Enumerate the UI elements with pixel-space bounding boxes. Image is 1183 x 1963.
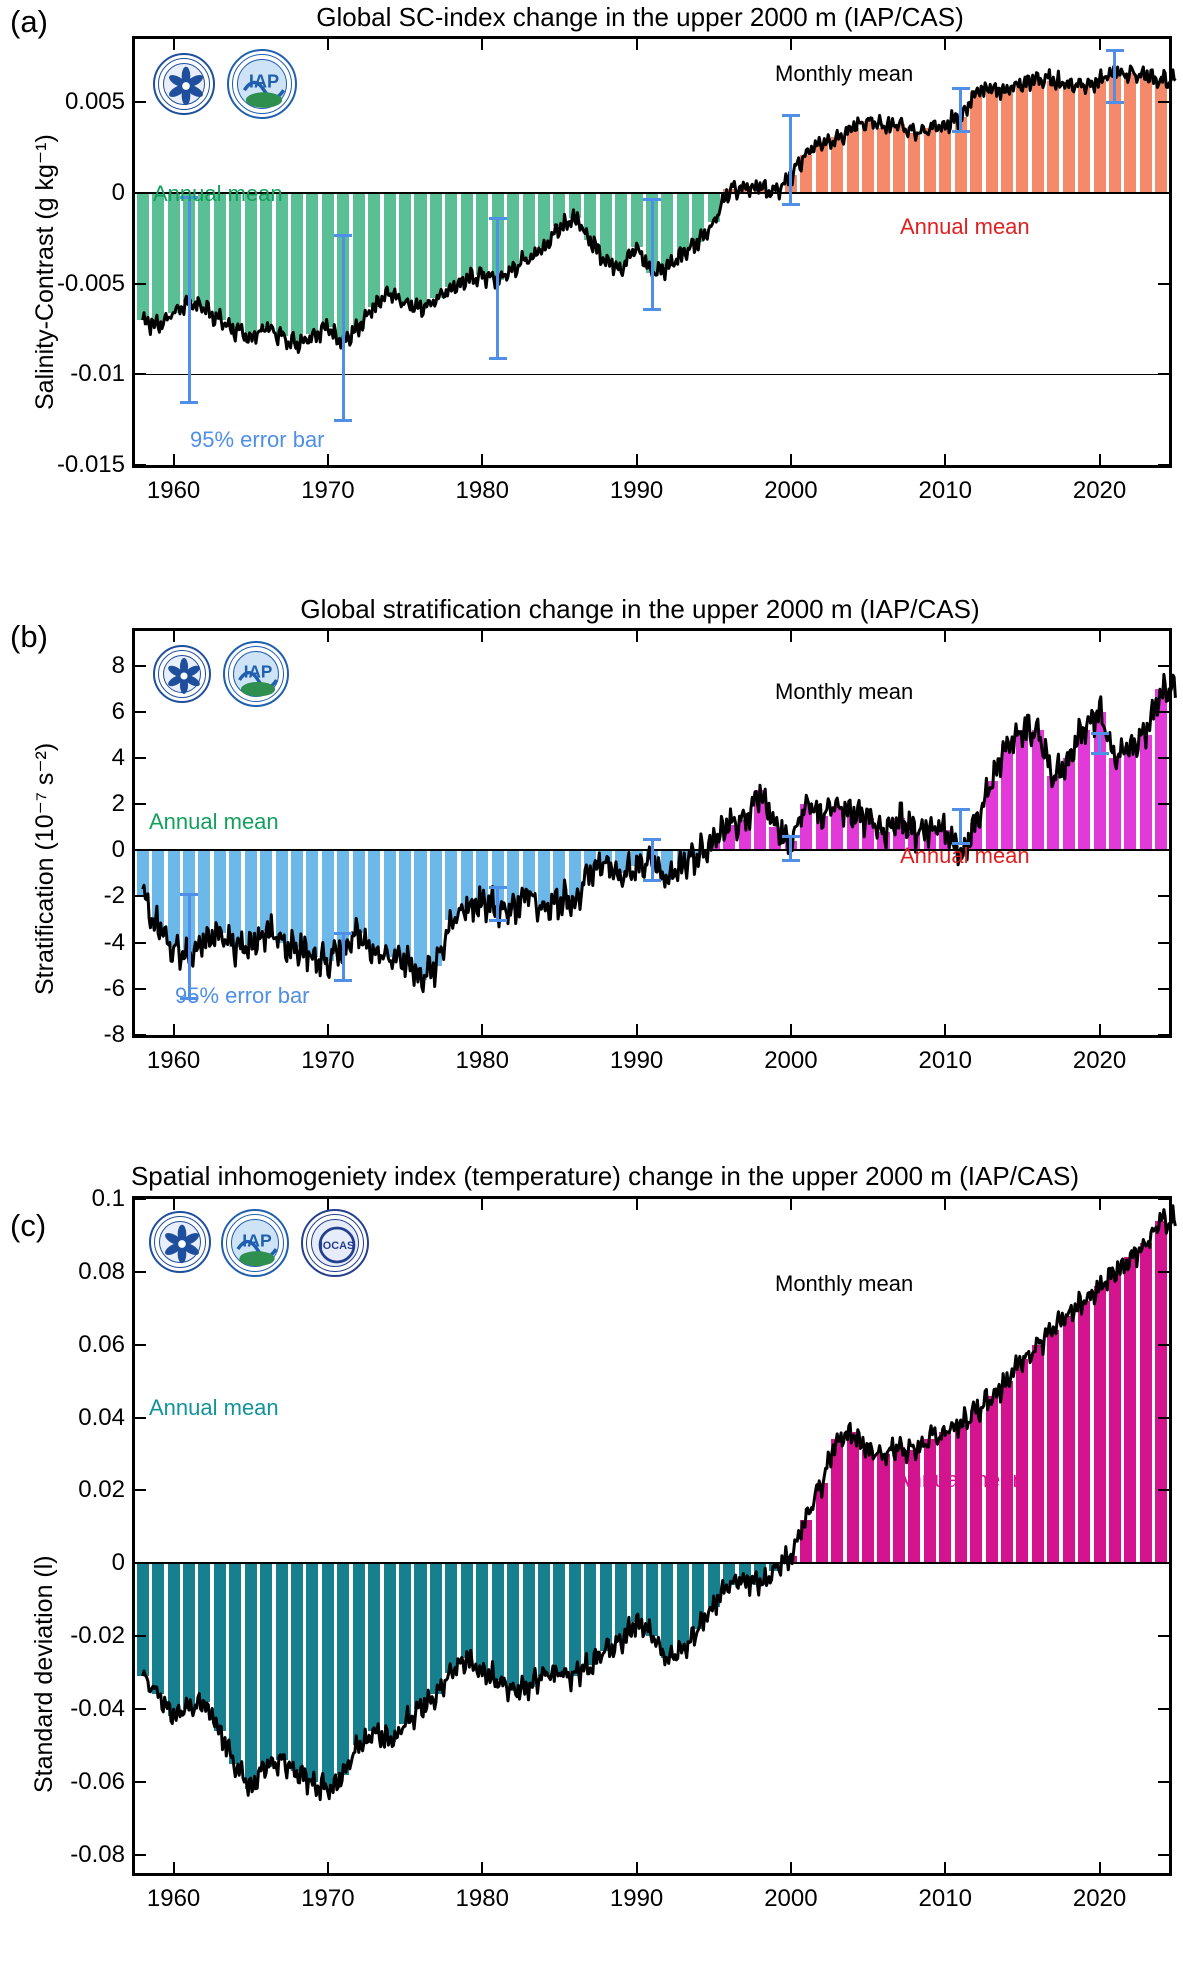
annot-monthly-mean: Monthly mean: [775, 679, 914, 704]
x-axis-tick: [1099, 1024, 1101, 1035]
y-axis-tick: [1158, 1271, 1169, 1273]
svg-text:IAP: IAP: [248, 71, 280, 92]
x-axis-tick: [636, 631, 638, 642]
x-axis-tick: [173, 1024, 175, 1035]
x-axis-tick-label: 2000: [764, 477, 818, 504]
x-axis-tick: [636, 1024, 638, 1035]
y-axis-tick-label: -0.015: [56, 451, 125, 478]
x-axis-tick-label: 1980: [455, 1885, 509, 1912]
x-axis-tick: [1099, 1862, 1101, 1873]
x-axis-tick-label: 2000: [764, 1047, 818, 1074]
x-axis-tick-label: 2000: [764, 1885, 818, 1912]
error-bar: [496, 218, 499, 358]
y-axis-tick: [1158, 1198, 1169, 1200]
cas-logo: [149, 1211, 211, 1273]
y-axis-tick: [135, 192, 146, 194]
panel-c-ylabel: Standard deviation (l): [30, 1555, 58, 1793]
monthly-mean-line: [135, 1199, 1169, 1873]
error-bar: [651, 199, 654, 310]
y-axis-tick: [1158, 1034, 1169, 1036]
panel-c-label: (c): [10, 1208, 47, 1243]
x-axis-tick-label: 1970: [301, 1885, 355, 1912]
y-axis-tick-label: 0.1: [91, 1185, 125, 1212]
x-axis-tick: [481, 1024, 483, 1035]
x-axis-tick: [944, 631, 946, 642]
y-axis-tick: [135, 1034, 146, 1036]
y-axis-tick-label: 0.06: [78, 1330, 125, 1358]
annot-error-bar: 95% error bar: [190, 427, 325, 452]
x-axis-tick: [790, 631, 792, 642]
annot-annual-mean-left: Annual mean: [149, 809, 279, 834]
y-axis-tick-label: -4: [103, 928, 125, 956]
error-bar-cap: [643, 198, 661, 201]
x-axis-tick: [173, 1199, 175, 1210]
y-axis-tick: [135, 942, 146, 944]
x-axis-tick-label: 1980: [455, 477, 509, 504]
x-axis-tick: [327, 631, 329, 642]
x-axis-tick: [173, 631, 175, 642]
x-axis-tick: [327, 39, 329, 50]
iap-logo: [223, 641, 289, 707]
y-axis-tick: [1158, 192, 1169, 194]
error-bar: [651, 839, 654, 881]
y-axis-tick: [1158, 1635, 1169, 1637]
panel-a-plot: [56, 36, 1172, 504]
panel-b-ylabel: Stratification (10⁻⁷ s⁻²): [31, 742, 59, 995]
y-axis-tick: [1158, 711, 1169, 713]
y-axis-tick: [135, 464, 146, 466]
error-bar-cap: [180, 893, 198, 896]
x-axis-tick: [790, 1024, 792, 1035]
y-axis-tick-label: 0: [111, 1549, 125, 1577]
x-axis-tick-label: 1970: [301, 477, 355, 504]
y-axis-tick: [135, 711, 146, 713]
svg-text:IOCAS: IOCAS: [319, 1240, 355, 1253]
x-axis-tick: [944, 454, 946, 465]
x-axis-tick: [173, 39, 175, 50]
error-bar: [959, 809, 962, 844]
error-bar: [496, 887, 499, 919]
x-axis-tick: [636, 39, 638, 50]
y-axis-tick-label: 0.02: [78, 1476, 125, 1504]
y-axis-tick: [135, 283, 146, 285]
y-axis-tick: [135, 1271, 146, 1273]
panel-b-plot: [103, 628, 1172, 1074]
x-axis-tick: [327, 454, 329, 465]
x-axis-tick-label: 1960: [146, 1047, 201, 1074]
annot-annual-mean-right: Annual mean: [900, 214, 1030, 239]
y-axis-tick: [1158, 1344, 1169, 1346]
error-bar-cap: [952, 130, 970, 133]
y-axis-tick: [1158, 373, 1169, 375]
y-axis-tick: [1158, 1708, 1169, 1710]
error-bar-cap: [489, 217, 507, 220]
x-axis-tick: [173, 1862, 175, 1873]
y-axis-tick-label: 0.04: [78, 1403, 125, 1431]
y-axis-tick: [1158, 1489, 1169, 1491]
error-bar: [1098, 733, 1101, 754]
y-axis-tick: [1158, 464, 1169, 466]
iap-logo: [227, 49, 297, 119]
error-bar: [789, 115, 792, 204]
x-axis-tick: [790, 1199, 792, 1210]
x-axis-tick: [327, 1862, 329, 1873]
x-axis-tick-label: 1960: [146, 1885, 201, 1912]
y-axis-tick-label: -6: [103, 974, 125, 1002]
error-bar: [789, 836, 792, 859]
x-axis-tick-label: 2010: [918, 1047, 972, 1074]
y-axis-tick: [1158, 283, 1169, 285]
panel-a-title: Global SC-index change in the upper 2000 m (IAP/CAS): [316, 2, 964, 32]
x-axis-tick: [636, 1862, 638, 1873]
y-axis-tick: [135, 1489, 146, 1491]
y-axis-tick: [135, 1854, 146, 1856]
cas-logo: [153, 53, 215, 115]
y-axis-tick: [135, 803, 146, 805]
annot-annual-mean-right: Annual mean: [900, 843, 1030, 868]
y-axis-tick-label: -0.02: [70, 1622, 125, 1650]
error-bar-cap: [489, 919, 507, 922]
iocas-logo: [301, 1209, 369, 1277]
error-bar-cap: [643, 879, 661, 882]
x-axis-tick: [1099, 39, 1101, 50]
error-bar-cap: [782, 114, 800, 117]
x-axis-tick-label: 1960: [146, 477, 201, 504]
panel-c-plot: [70, 1185, 1172, 1912]
y-axis-tick: [1158, 988, 1169, 990]
x-axis-tick: [1099, 454, 1101, 465]
y-axis-tick: [1158, 942, 1169, 944]
y-axis-tick: [1158, 101, 1169, 103]
error-bar-cap: [782, 203, 800, 206]
y-axis-tick-label: -2: [103, 882, 125, 910]
y-axis-tick: [135, 1781, 146, 1783]
x-axis-tick: [944, 1024, 946, 1035]
y-axis-tick-label: 2: [111, 790, 125, 818]
x-axis-tick: [1099, 631, 1101, 642]
y-axis-tick: [135, 988, 146, 990]
x-axis-tick-label: 2010: [918, 477, 972, 504]
error-bar-cap: [334, 234, 352, 237]
svg-text:IAP: IAP: [243, 661, 273, 682]
y-axis-tick-label: -0.06: [70, 1767, 125, 1795]
panel-b: [0, 595, 1183, 1085]
x-axis-tick-label: 2020: [1072, 477, 1127, 504]
annot-annual-mean-left: Annual mean: [149, 1395, 279, 1420]
panel-c-title: Spatial inhomogeniety index (temperature) change in the upper 2000 m (IAP/CAS): [130, 1161, 1080, 1191]
x-axis-tick: [790, 39, 792, 50]
x-axis-tick: [481, 39, 483, 50]
x-axis-tick: [481, 1199, 483, 1210]
x-axis-tick-label: 1990: [609, 1885, 664, 1912]
y-axis-tick-label: 4: [111, 743, 125, 771]
error-bar-cap: [1091, 752, 1109, 755]
y-axis-tick-label: 0.005: [64, 88, 125, 116]
x-axis-tick: [944, 1199, 946, 1210]
error-bar-cap: [489, 886, 507, 889]
cas-logo: [153, 645, 211, 703]
panel-a-ylabel: Salinity-Contrast (g kg⁻¹): [31, 134, 59, 410]
x-axis-tick: [481, 1862, 483, 1873]
error-bar-cap: [643, 838, 661, 841]
y-axis-tick: [135, 1198, 146, 1200]
x-axis-tick-label: 2020: [1072, 1047, 1127, 1074]
y-axis-tick: [135, 757, 146, 759]
error-bar: [1113, 50, 1116, 103]
y-axis-tick-label: -0.01: [70, 360, 125, 388]
x-axis-tick: [173, 454, 175, 465]
x-axis-tick: [944, 1862, 946, 1873]
error-bar-cap: [1091, 732, 1109, 735]
y-axis-tick-label: -0.04: [70, 1695, 125, 1723]
y-axis-tick-label: 6: [111, 697, 125, 725]
panel-c: [0, 1163, 1183, 1963]
y-axis-tick: [1158, 803, 1169, 805]
annot-monthly-mean: Monthly mean: [775, 61, 914, 86]
panel-a: [0, 0, 1183, 504]
iap-logo: [221, 1209, 289, 1277]
y-axis-tick: [1158, 849, 1169, 851]
y-axis-tick: [1158, 1562, 1169, 1564]
annot-annual-mean-left: Annual mean: [153, 181, 283, 206]
error-bar-cap: [180, 401, 198, 404]
error-bar-cap: [782, 835, 800, 838]
y-axis-tick: [135, 373, 146, 375]
y-axis-tick: [135, 1635, 146, 1637]
error-bar: [188, 197, 191, 402]
y-axis-tick: [1158, 1781, 1169, 1783]
y-axis-tick: [1158, 895, 1169, 897]
x-axis-tick: [790, 454, 792, 465]
annot-monthly-mean: Monthly mean: [775, 1271, 914, 1296]
y-axis-tick: [135, 1344, 146, 1346]
error-bar-cap: [1106, 49, 1124, 52]
y-axis-tick: [135, 665, 146, 667]
annot-annual-mean-right: Annual mean: [895, 1467, 1025, 1492]
x-axis-tick-label: 1990: [609, 1047, 664, 1074]
error-bar: [342, 235, 345, 420]
x-axis-tick: [481, 631, 483, 642]
y-axis-tick-label: -0.08: [70, 1840, 125, 1868]
y-axis-tick: [135, 1562, 146, 1564]
error-bar-cap: [334, 419, 352, 422]
x-axis-tick: [327, 1199, 329, 1210]
y-axis-tick-label: -8: [103, 1021, 125, 1048]
y-axis-tick: [1158, 1417, 1169, 1419]
y-axis-tick: [1158, 1854, 1169, 1856]
x-axis-tick: [790, 1862, 792, 1873]
error-bar-cap: [334, 932, 352, 935]
error-bar-cap: [782, 859, 800, 862]
y-axis-tick: [135, 101, 146, 103]
error-bar-cap: [489, 357, 507, 360]
y-axis-tick-label: 0: [111, 179, 125, 207]
error-bar: [342, 933, 345, 979]
y-axis-tick-label: 8: [111, 651, 125, 679]
x-axis-tick-label: 1990: [609, 477, 664, 504]
x-axis-tick-label: 2010: [918, 1885, 972, 1912]
y-axis-tick-label: 0.08: [78, 1257, 125, 1285]
x-axis-tick: [636, 454, 638, 465]
y-axis-tick: [135, 1417, 146, 1419]
y-axis-tick: [1158, 665, 1169, 667]
error-bar-cap: [952, 808, 970, 811]
y-axis-tick-label: 0: [111, 836, 125, 864]
y-axis-tick: [135, 895, 146, 897]
svg-text:IAP: IAP: [242, 1230, 272, 1251]
x-axis-tick-label: 1970: [301, 1047, 355, 1074]
x-axis-tick: [1099, 1199, 1101, 1210]
error-bar-cap: [643, 308, 661, 311]
x-axis-tick: [636, 1199, 638, 1210]
x-axis-tick: [944, 39, 946, 50]
panel-b-title: Global stratification change in the upper 2000 m (IAP/CAS): [300, 594, 980, 624]
error-bar-cap: [952, 87, 970, 90]
error-bar-cap: [334, 979, 352, 982]
x-axis-tick-label: 2020: [1072, 1885, 1127, 1912]
x-axis-tick-label: 1980: [455, 1047, 509, 1074]
y-axis-tick-label: -0.005: [56, 269, 125, 297]
x-axis-tick: [327, 1024, 329, 1035]
panel-b-label: (b): [10, 619, 48, 654]
x-axis-tick: [481, 454, 483, 465]
panel-a-label: (a): [10, 4, 48, 39]
annot-error-bar: 95% error bar: [175, 983, 310, 1008]
y-axis-tick: [135, 1708, 146, 1710]
error-bar-cap: [1106, 101, 1124, 104]
y-axis-tick: [135, 849, 146, 851]
y-axis-tick: [1158, 757, 1169, 759]
error-bar: [959, 88, 962, 132]
